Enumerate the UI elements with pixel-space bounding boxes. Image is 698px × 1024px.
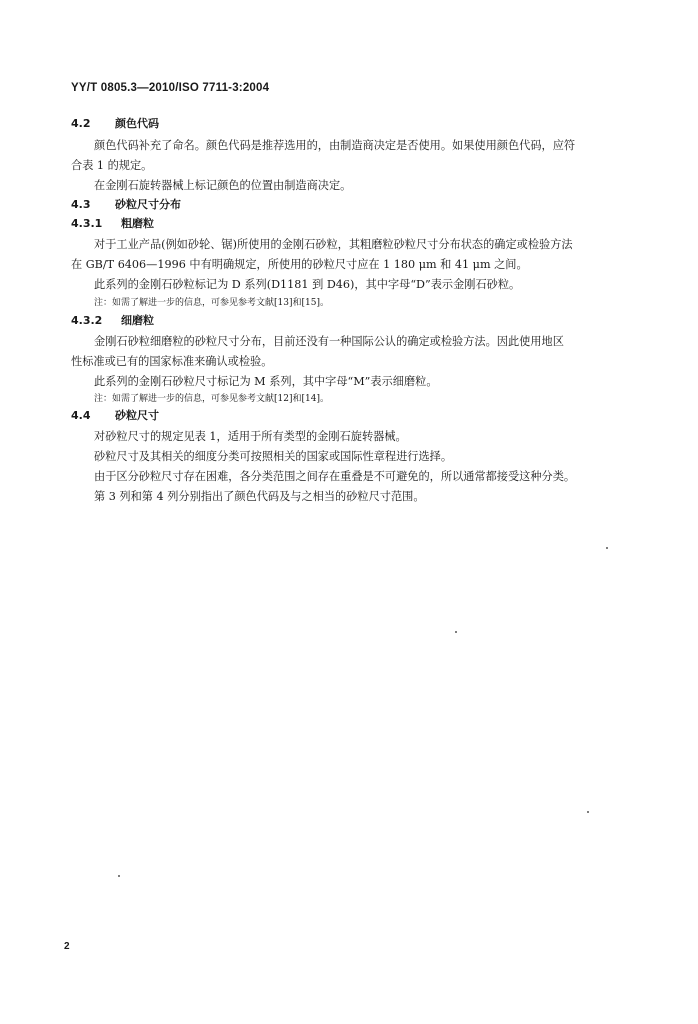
page-number: 2 [64,941,70,952]
scan-speck [455,631,457,633]
section-title: 细磨粒 [121,314,154,327]
paragraph-line: 性标准或已有的国家标准来确认或检验。 [71,355,273,368]
paragraph: 此系列的金刚石砂粒标记为 D 系列(D1181 到 D46)，其中字母“D”表示金刚石砂粒。 [94,278,521,291]
section-4-3-2-heading [71,312,154,328]
section-title: 砂粒尺寸分布 [115,198,181,211]
scan-speck [587,811,589,813]
section-number: 4.3.1 [71,217,103,230]
paragraph: 砂粒尺寸及其相关的细度分类可按照相关的国家或国际性章程进行选择。 [94,450,453,463]
section-number: 4.2 [71,117,91,130]
note: 注：如需了解进一步的信息，可参见参考文献[12]和[14]。 [94,394,329,404]
section-4-3-1-heading [71,215,154,231]
section-number: 4.4 [71,409,91,422]
section-4-4-heading [71,407,159,423]
paragraph: 在金刚石旋转器械上标记颜色的位置由制造商决定。 [94,179,352,192]
section-4-2-heading [71,115,159,131]
paragraph: 对砂粒尺寸的规定见表 1，适用于所有类型的金刚石旋转器械。 [94,430,407,443]
paragraph-line: 对于工业产品(例如砂轮、锯)所使用的金刚石砂粒，其粗磨粒砂粒尺寸分布状态的确定或检验方法 [94,238,573,251]
paragraph-line: 颜色代码补充了命名。颜色代码是推荐选用的，由制造商决定是否使用。如果使用颜色代码，应符 [94,139,576,152]
paragraph-line: 在 GB/T 6406—1996 中有明确规定，所使用的砂粒尺寸应在 1 180 μm 和 41 μm 之间。 [71,258,528,271]
section-4-3-heading [71,196,181,212]
section-number: 4.3.2 [71,314,103,327]
scan-speck [118,875,120,877]
section-title: 砂粒尺寸 [115,409,159,422]
note: 注：如需了解进一步的信息，可参见参考文献[13]和[15]。 [94,298,329,308]
paragraph-line: 金刚石砂粒细磨粒的砂粒尺寸分布，目前还没有一种国际公认的确定或检验方法。因此使用地区 [94,335,564,348]
paragraph: 第 3 列和第 4 列分别指出了颜色代码及与之相当的砂粒尺寸范围。 [94,490,425,503]
section-title: 粗磨粒 [121,217,154,230]
paragraph: 此系列的金刚石砂粒尺寸标记为 M 系列，其中字母“M”表示细磨粒。 [94,375,438,388]
document-header: YY/T 0805.3—2010/ISO 7711-3:2004 [71,82,270,94]
paragraph-line: 合表 1 的规定。 [71,159,153,172]
scan-speck [606,547,608,549]
paragraph: 由于区分砂粒尺寸存在困难，各分类范围之间存在重叠是不可避免的，所以通常都接受这种分类。 [94,470,576,483]
section-number: 4.3 [71,198,91,211]
section-title: 颜色代码 [115,117,159,130]
